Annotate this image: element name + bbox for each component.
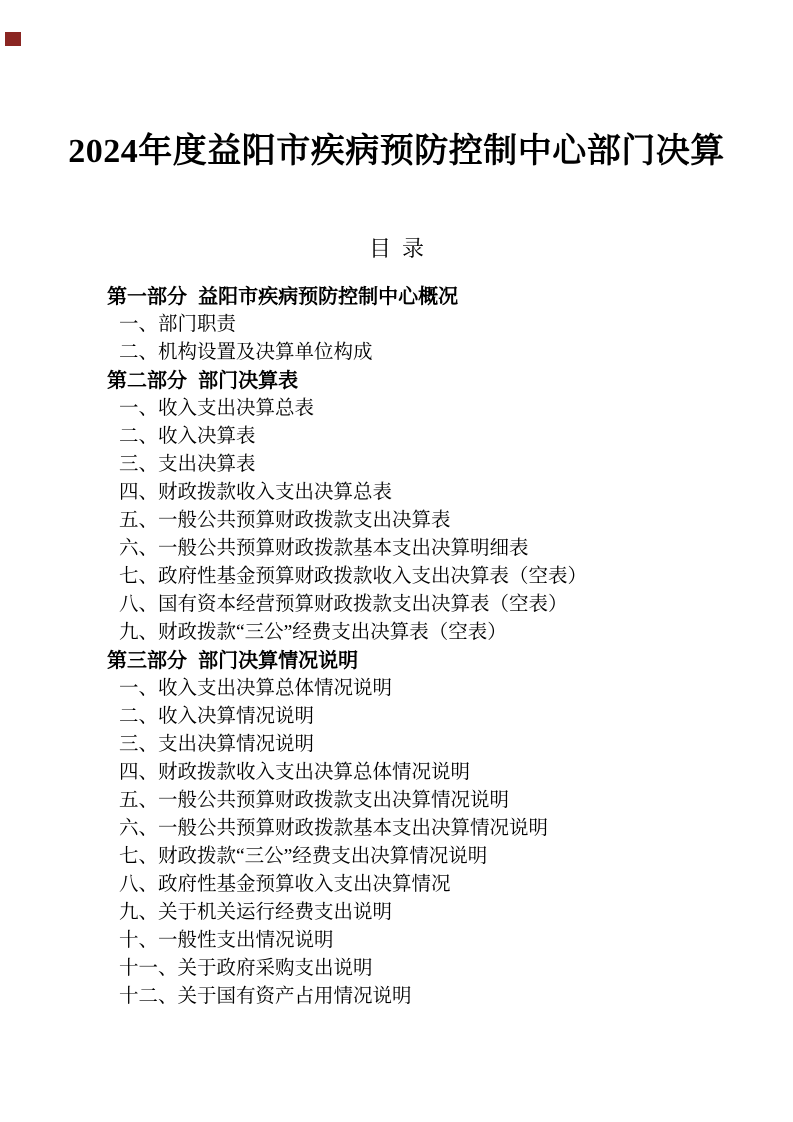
toc-item: 十一、关于政府采购支出说明 [119, 958, 373, 979]
toc-section-heading-part2: 第二部分 部门决算表 [107, 370, 299, 392]
toc-item: 六、一般公共预算财政拨款基本支出决算明细表 [119, 538, 529, 559]
toc-item: 一、收入支出决算总表 [119, 398, 315, 419]
toc-section-heading-part3: 第三部分 部门决算情况说明 [107, 650, 359, 672]
toc-item: 七、政府性基金预算财政拨款收入支出决算表（空表） [119, 566, 588, 587]
toc-item: 八、国有资本经营预算财政拨款支出决算表（空表） [119, 594, 568, 615]
toc-item: 八、政府性基金预算收入支出决算情况 [119, 874, 451, 895]
toc-item: 九、财政拨款“三公”经费支出决算表（空表） [119, 622, 507, 643]
toc-item: 四、财政拨款收入支出决算总体情况说明 [119, 762, 471, 783]
toc-item: 七、财政拨款“三公”经费支出决算情况说明 [119, 846, 488, 867]
toc-heading: 目 录 [368, 236, 424, 261]
toc-item: 四、财政拨款收入支出决算总表 [119, 482, 393, 503]
toc-item: 五、一般公共预算财政拨款支出决算表 [119, 510, 451, 531]
toc-section-heading-part1: 第一部分 益阳市疾病预防控制中心概况 [107, 286, 459, 308]
toc-item: 十二、关于国有资产占用情况说明 [119, 986, 412, 1007]
corner-mark [5, 32, 21, 46]
table-of-contents [0, 283, 793, 1011]
toc-item: 二、收入决算情况说明 [119, 706, 315, 727]
toc-item: 九、关于机关运行经费支出说明 [119, 902, 393, 923]
toc-item: 一、部门职责 [119, 314, 237, 335]
toc-item: 五、一般公共预算财政拨款支出决算情况说明 [119, 790, 510, 811]
toc-item: 一、收入支出决算总体情况说明 [119, 678, 393, 699]
toc-item: 十、一般性支出情况说明 [119, 930, 334, 951]
toc-item: 三、支出决算情况说明 [119, 734, 315, 755]
page-title: 2024年度益阳市疾病预防控制中心部门决算 [68, 133, 725, 170]
toc-item: 三、支出决算表 [119, 454, 256, 475]
toc-item: 二、收入决算表 [119, 426, 256, 447]
toc-item: 二、机构设置及决算单位构成 [119, 342, 373, 363]
toc-item: 六、一般公共预算财政拨款基本支出决算情况说明 [119, 818, 549, 839]
